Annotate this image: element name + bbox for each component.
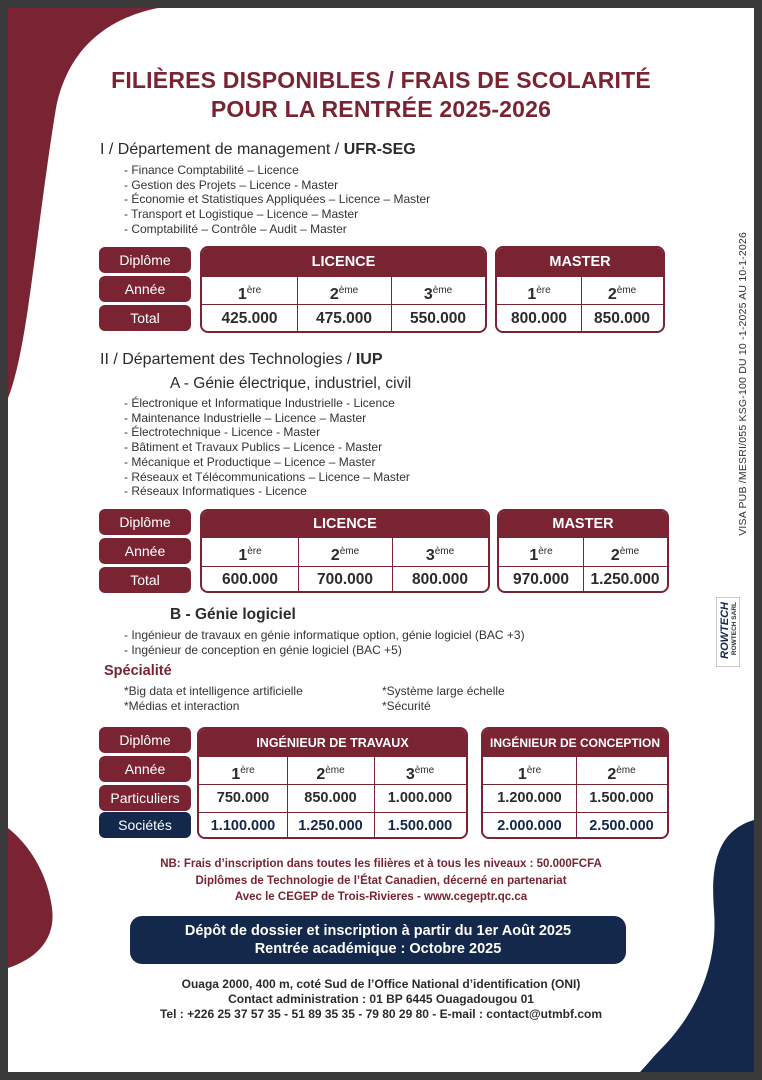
fee-value: 425.000 xyxy=(221,310,278,327)
fee-value: 970.000 xyxy=(512,571,570,588)
row-label-diplome: Diplôme xyxy=(99,727,191,753)
footer-phone-email: Tel : +226 25 37 57 35 - 51 89 35 35 - 79 80 29 80 - E-mail : contact@utmbf.com xyxy=(159,1007,603,1021)
fee-value-particuliers: 1.500.000 xyxy=(589,790,654,806)
fee-value-societes: 2.000.000 xyxy=(497,818,562,834)
dept2-sub-a: A - Génie électrique, industriel, civil xyxy=(170,375,412,392)
list-item: *Sécurité xyxy=(382,698,431,713)
dept2-master-table xyxy=(497,509,669,593)
fee-value: 850.000 xyxy=(593,310,651,327)
rowtech-logo: ROWTECH ROWTECH SARL xyxy=(716,597,740,667)
list-item: - Maintenance Industrielle – Licence – Master xyxy=(124,410,367,425)
list-item: - Finance Comptabilité – Licence xyxy=(124,163,299,177)
fee-value-particuliers: 850.000 xyxy=(304,790,357,806)
year-1-label: 1ère xyxy=(517,765,542,783)
fee-value: 800.000 xyxy=(411,571,469,588)
specialite-list-left xyxy=(124,684,303,713)
row-label-particuliers: Particuliers xyxy=(99,785,191,811)
list-item: - Gestion des Projets – Licence - Master xyxy=(124,177,339,192)
row-label-societes: Sociétés xyxy=(99,812,191,838)
fee-value: 1.250.000 xyxy=(590,571,660,588)
list-item: - Bâtiment et Travaux Publics – Licence - Master xyxy=(124,440,383,455)
footer-address: Ouaga 2000, 400 m, coté Sud de l’Office National d’identification (ONI) xyxy=(181,977,581,991)
year-1-label: 1ère xyxy=(231,765,255,783)
dept1-program-list xyxy=(124,163,430,237)
year-1-label: 1ère xyxy=(529,546,553,564)
fee-value-particuliers: 750.000 xyxy=(216,790,270,806)
fee-value: 700.000 xyxy=(316,571,374,588)
note-inscription-fee: NB: Frais d’inscription dans toutes les filières et à tous les niveaux : 50.000FCFA xyxy=(160,858,602,870)
year-2-label: 2ème xyxy=(329,285,359,303)
fee-value: 475.000 xyxy=(315,310,373,327)
year-3-label: 3ème xyxy=(405,765,435,783)
dept1-master-table xyxy=(495,246,665,333)
dept1-heading: I / Département de management / UFR-SEG xyxy=(100,141,416,158)
list-item: - Ingénieur de conception en génie logiciel (BAC +5) xyxy=(124,642,402,657)
travaux-header: INGÉNIEUR DE TRAVAUX xyxy=(199,729,466,757)
fee-value-particuliers: 1.200.000 xyxy=(497,790,562,806)
note-cegep: Avec le CEGEP de Trois-Rivieres - www.cegeptr.qc.ca xyxy=(234,891,528,903)
row-label-total: Total xyxy=(99,567,191,593)
row-label-annee: Année xyxy=(99,276,191,302)
list-item: - Réseaux et Télécommunications – Licence – Master xyxy=(124,469,410,484)
licence-header: LICENCE xyxy=(202,511,488,538)
banner-line-2: Rentrée académique : Octobre 2025 xyxy=(254,941,502,957)
list-item: - Électronique et Informatique Industrielle - Licence xyxy=(124,396,395,410)
banner-line-1: Dépôt de dossier et inscription à partir du 1er Août 2025 xyxy=(184,923,572,939)
year-1-label: 1ère xyxy=(237,285,262,303)
list-item: - Réseaux Informatiques - Licence xyxy=(124,484,307,499)
dept2-sub-b: B - Génie logiciel xyxy=(170,606,296,623)
specialite-list-right xyxy=(382,684,505,713)
list-item: - Ingénieur de travaux en génie informatique option, génie logiciel (BAC +3) xyxy=(124,628,525,642)
list-item: *Médias et interaction xyxy=(124,698,240,713)
specialite-heading: Spécialité xyxy=(104,663,172,679)
year-2-label: 2ème xyxy=(607,765,636,783)
list-item: *Système large échelle xyxy=(382,684,505,698)
row-label-diplome: Diplôme xyxy=(99,509,191,535)
fee-value-societes: 1.100.000 xyxy=(210,818,276,834)
year-1-label: 1ère xyxy=(527,285,551,303)
licence-header: LICENCE xyxy=(202,248,485,277)
row-label-annee: Année xyxy=(99,756,191,782)
dept2-licence-table xyxy=(200,509,490,593)
dept1-licence-table xyxy=(200,246,487,333)
page-title-line2: POUR LA RENTRÉE 2025-2026 xyxy=(210,96,552,122)
footer-contact: Contact administration : 01 BP 6445 Ouagadougou 01 xyxy=(228,992,534,1006)
list-item: - Économie et Statistiques Appliquées – Licence – Master xyxy=(124,192,431,207)
year-1-label: 1ère xyxy=(238,546,262,564)
year-2-label: 2ème xyxy=(330,546,360,564)
fee-value-particuliers: 1.000.000 xyxy=(387,790,453,806)
list-item: *Big data et intelligence artificielle xyxy=(124,684,303,698)
dept2-program-list xyxy=(124,396,410,499)
list-item: - Transport et Logistique – Licence – Master xyxy=(124,207,359,222)
row-label-diplome: Diplôme xyxy=(99,247,191,273)
visa-reference: VISA PUB /MESRI/055 KSG-100 DU 10 -1-2025 AU 10-1-2026 xyxy=(737,232,749,536)
page-title-line1: FILIÈRES DISPONIBLES / FRAIS DE SCOLARITÉ xyxy=(111,67,651,93)
year-3-label: 3ème xyxy=(423,285,453,303)
dept2-heading: II / Département des Technologies / IUP xyxy=(100,351,383,368)
genie-logiciel-list xyxy=(124,628,525,657)
list-item: - Électrotechnique - Licence - Master xyxy=(124,425,321,440)
fee-value: 800.000 xyxy=(510,310,568,327)
row-label-total: Total xyxy=(99,305,191,331)
row-label-annee: Année xyxy=(99,538,191,564)
fee-value: 550.000 xyxy=(409,310,467,327)
deadline-banner xyxy=(130,916,626,964)
master-header: MASTER xyxy=(497,248,663,277)
year-3-label: 3ème xyxy=(425,546,455,564)
fee-value-societes: 1.500.000 xyxy=(387,818,453,834)
conception-header: INGÉNIEUR DE CONCEPTION xyxy=(483,729,667,757)
year-2-label: 2ème xyxy=(610,546,640,564)
year-2-label: 2ème xyxy=(607,285,637,303)
note-diplomas: Diplômes de Technologie de l’État Canadien, décerné en partenariat xyxy=(195,875,567,887)
year-2-label: 2ème xyxy=(316,765,345,783)
fee-value-societes: 2.500.000 xyxy=(589,818,654,834)
fee-value: 600.000 xyxy=(221,571,279,588)
ingenieur-travaux-table xyxy=(197,727,468,839)
ingenieur-conception-table xyxy=(481,727,669,839)
list-item: - Mécanique et Productique – Licence – Master xyxy=(124,454,376,469)
fee-value-societes: 1.250.000 xyxy=(298,818,363,834)
master-header: MASTER xyxy=(499,511,667,538)
list-item: - Comptabilité – Contrôle – Audit – Master xyxy=(124,221,347,236)
